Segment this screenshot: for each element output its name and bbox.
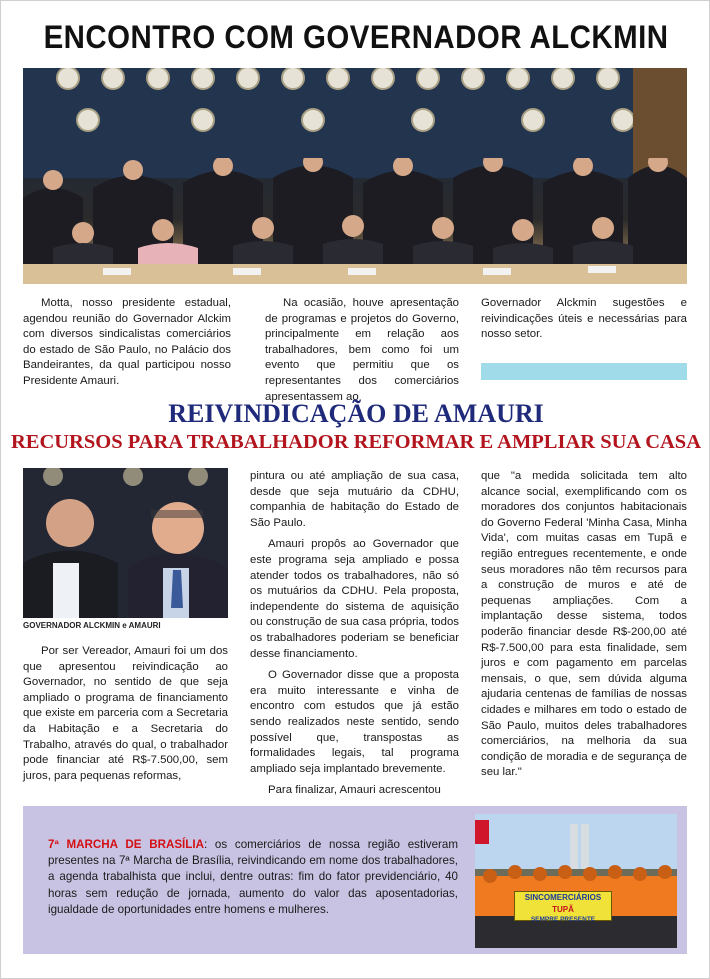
banner-line: SEMPRE PRESENTE	[530, 916, 596, 923]
paragraph: Motta, nosso presidente estadual, agendou reunião do Governador Alckim com diversos sindicalistas comerciários do estado de São Paulo, no Palácio dos Bandeirantes, da qual participou nosso Presidente Amauri.	[23, 297, 231, 387]
section2-col3	[481, 469, 687, 787]
top-article-col3	[481, 296, 687, 349]
banner-line: SINCOMERCIÁRIOS	[524, 893, 602, 902]
top-article-col2	[265, 296, 459, 411]
section2-col2	[250, 469, 459, 805]
decorative-bar	[481, 363, 687, 380]
march-title: 7ª MARCHA DE BRASÍLIA	[48, 838, 204, 851]
march-body: : os comerciários de nossa região estiveram presentes na 7ª Marcha de Brasília, reivindicando em nome dos trabalhadores, a agenda trabalhista que inclui, dentre outras: fim do fator previdenciário, 40 horas sem redução de jornada, aumento do valor das aposentadorias, igualdade de oportunidades entre homens e mulheres.	[48, 838, 458, 916]
photo-caption: GOVERNADOR ALCKMIN e AMAURI	[23, 621, 161, 630]
paragraph: Amauri propôs ao Governador que este programa seja ampliado e possa atender todos os trabalhadores, não só os mutuários da CDHU. Pela proposta, independente do sistema de aquisição ou construção de sua casa própria, todos os trabalhadores poderiam se beneficiar desse financiamento.	[250, 538, 459, 660]
section-subtitle: RECURSOS PARA TRABALHADOR REFORMAR E AMPLIAR SUA CASA	[10, 431, 702, 453]
paragraph: Para finalizar, Amauri acrescentou	[268, 784, 441, 797]
march-text	[48, 837, 458, 918]
paragraph: Na ocasião, houve apresentação de programas e projetos do Governo, principalmente em relação aos trabalhadores, bem como foi um evento que permitiu que os representantes dos comerciários apresentassem ao	[265, 297, 459, 403]
page-title: ENCONTRO COM GOVERNADOR ALCKMIN	[43, 19, 669, 55]
march-box	[23, 806, 687, 954]
paragraph: pintura ou até ampliação de sua casa, desde que seja mutuário da CDHU, companhia de habitação do Estado de São Paulo.	[250, 470, 459, 529]
banner-line: TUPÃ	[552, 905, 574, 914]
paragraph: O Governador disse que a proposta era muito interessante e vinha de encontro com estudos que já estão sendo realizados neste sentido, sendo possível que, transpostas as formalidades legais, tal programa ampliado seja implantado brevemente.	[250, 669, 459, 775]
photo-illustration	[23, 468, 228, 618]
group-photo	[23, 68, 687, 284]
governor-amauri-photo	[23, 468, 228, 618]
march-illustration	[475, 814, 677, 948]
paragraph: Por ser Vereador, Amauri foi um dos que apresentou reivindicação ao Governador, no sentido de que seja ampliado o programa de financiamento que existe em parceria com a Secretaria da Habitação e a Secretaria do Trabalho, através do qual, o trabalhador pode financiar até R$-7.500,00, sem juros, para pequenas reformas,	[23, 645, 228, 782]
union-banner	[514, 891, 612, 921]
top-article-col1	[23, 296, 231, 396]
people-silhouettes	[23, 158, 687, 284]
section2-col1	[23, 644, 228, 790]
section-title: REIVINDICAÇÃO DE AMAURI	[168, 399, 544, 428]
march-photo	[475, 814, 677, 948]
paragraph: que "a medida solicitada tem alto alcance social, exemplificando com os moradores dos conjuntos habitacionais do Governo Federal 'Minha Casa, Minha Vida', com muitas casas em Tupã e região entregues recentemente, e onde seus moradores não têm recursos para a construção de muros e até de pequenas ampliações. Com a implantação desse sistema, todos poderão financiar desde R$-200,00 até R$-7.500,00 para esta finalidade, sem juros e com pagamento em parcelas mensais, o que, sem dúvida alguma ajudaria centenas de famílias de nossas cidades e milhares em todo o estado de São Paulo, muitos deles trabalhadores comerciários, na melhoria da sua condição de moradia e de segurança de seu lar."	[481, 470, 687, 779]
paragraph: Governador Alckmin sugestões e reivindicações úteis e necessárias para nosso setor.	[481, 297, 687, 341]
